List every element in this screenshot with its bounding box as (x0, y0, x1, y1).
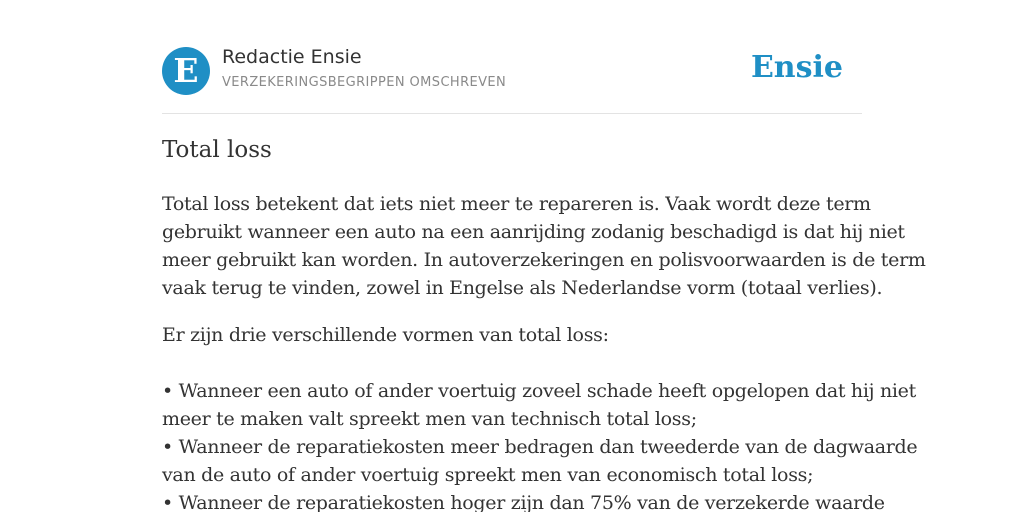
bullet-line: • Wanneer een auto of ander voertuig zoveel schade heeft opgelopen dat hij niet (162, 380, 916, 402)
paragraph-line: meer gebruikt kan worden. In autoverzekeringen en polisvoorwaarden is de term (162, 249, 926, 271)
paragraph-line: vaak terug te vinden, zowel in Engelse als Nederlandse vorm (totaal verlies). (162, 277, 883, 299)
bullet-line: • Wanneer de reparatiekosten hoger zijn dan 75% van de verzekerde waarde (162, 492, 885, 512)
paragraph-line: Total loss betekent dat iets niet meer te repareren is. Vaak wordt deze term (162, 193, 871, 215)
paragraph-line: gebruikt wanneer een auto na een aanrijding zodanig beschadigd is dat hij niet (162, 221, 905, 243)
blank-line (162, 349, 862, 377)
bullet-line: • Wanneer de reparatiekosten meer bedragen dan tweederde van de dagwaarde (162, 436, 918, 458)
article-header (162, 46, 862, 96)
intro-line: Er zijn drie verschillende vormen van total loss: (162, 324, 609, 346)
article-title: Total loss (162, 137, 272, 163)
header-divider (162, 113, 862, 114)
bullet-line: meer te maken valt spreekt men van technisch total loss; (162, 408, 697, 430)
article-body (162, 190, 926, 512)
author-name[interactable]: Redactie Ensie (222, 46, 362, 68)
definition-paragraph (162, 190, 926, 302)
types-paragraph (162, 321, 918, 512)
brand-logo[interactable]: Ensie (750, 50, 843, 85)
ensie-logo-icon[interactable]: E (162, 47, 210, 95)
bullet-line: van de auto of ander voertuig spreekt men van economisch total loss; (162, 464, 814, 486)
author-subtitle: VERZEKERINGSBEGRIPPEN OMSCHREVEN (222, 75, 507, 90)
